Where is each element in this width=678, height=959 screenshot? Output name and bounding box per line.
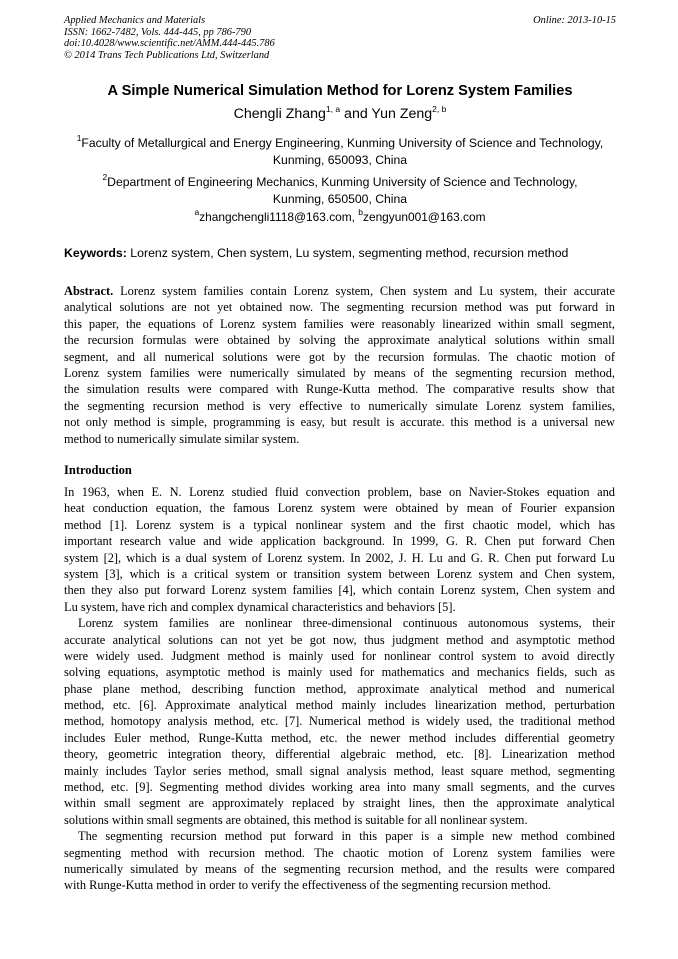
body-line: theory, geometric integration theory, differential algebraic method, etc. [8]. Linearization method [64,747,615,762]
abstract-line: this paper, the equations of Lorenz system families were reasonably linearized within small segment, [64,316,615,331]
abstract-label: Abstract. [64,284,114,298]
email-address[interactable]: zhangchengli1118@163.com [199,210,352,224]
body-line: segmenting method with recursion method. The chaotic motion of Lorenz system families were [64,845,615,860]
affiliation-mark: 2 [102,172,108,182]
abstract-line: the segmenting recursion method is very effective to numerically simulate Lorenz system families, [64,398,615,413]
affiliation-2 [64,174,616,207]
body-line: method, homotopy analysis method, etc. [7]. Numerical method is widely used, the traditional method [64,714,615,729]
author-list [64,104,616,124]
body-line: Lu system, have rich and complex dynamical characteristics and behaviors [5]. [64,599,456,614]
abstract-line: analytical solutions are not yet obtained now. The segmenting recursion method was put forward in [64,300,615,315]
body-line: Lorenz system families are nonlinear three-dimensional continuous autonomous systems, their [78,616,615,631]
abstract-line: method to numerically simulate similar system. [64,431,300,446]
body-line: were widely used. Judgment method is mainly used for nonlinear control system to avoid directly [64,648,615,663]
keywords-text: Lorenz system, Chen system, Lu system, segmenting method, recursion method [126,246,569,260]
affiliation-1 [64,135,616,168]
body-line: accurate analytical solutions can not yet be got now, thus judgment method and asymptotic method [64,632,615,647]
body-line: with Runge-Kutta method in order to verify the effectiveness of the segmenting recursion method. [64,878,552,893]
keywords-label: Keywords: [64,246,127,260]
abstract-line: not only method is simple, programming is easy, but result is accurate. this method is a universal new [64,415,615,430]
body-line: important research value and wide application background. In 1999, G. R. Chen put forward Chen [64,534,615,549]
introduction-body [64,484,615,894]
body-line: then they also put forward Lorenz system families [4], which contain Lorenz system, Chen system and [64,583,615,598]
affiliation-mark: 1 [76,133,82,143]
online-date: Online: 2013-10-15 [533,15,616,26]
paper-title: A Simple Numerical Simulation Method for Lorenz System Families [107,83,573,99]
affiliation-line: Department of Engineering Mechanics, Kunming University of Science and Technology, [107,175,578,189]
body-line: method, etc. [9]. Segmenting method divides working area into many small segments, and the curves [64,780,615,795]
body-line: phase plane method, describing function method, approximate analytical method and numerical [64,681,615,696]
author-connector: and [340,106,372,122]
body-line: The segmenting recursion method put forward in this paper is a simple new method combined [78,829,615,844]
abstract-line: the simulation results were compared with Runge-Kutta method. The comparative results show that [64,382,615,397]
author-name: Yun Zeng [371,106,433,122]
body-line: solving equations, asymptotic method is mainly used for mathematics and mechanics fields, such as [64,665,615,680]
email-address[interactable]: zengyun001@163.com [363,210,486,224]
body-line: system [2], which is a dual system of Lorenz system. In 2002, J. H. Lu and G. R. Chen put forward Lu [64,550,615,565]
body-line: within small segment are approximately replaced by straight lines, then the approximate analytical [64,796,615,811]
abstract [64,283,615,447]
author-emails [64,209,616,225]
abstract-line: the recursion formulas were obtained by solving the approximate analytical solutions within small [64,333,615,348]
body-line: includes Euler method, Runge-Kutta method, etc. the newer method includes differential geometry [64,730,615,745]
affiliation-line: Kunming, 650500, China [272,191,408,206]
body-line: method [1]. Lorenz system is a typical nonlinear system and the first chaotic model, which has [64,517,615,532]
body-line: In 1963, when E. N. Lorenz studied fluid convection problem, base on Navier-Stokes equation and [64,485,615,499]
author-affiliation-mark: 1, a [325,104,341,114]
body-line: heat conduction equation, the famous Lorenz system were obtained by mean of Fourier expansion [64,501,615,516]
body-line: method, etc. [6]. Approximate analytical method mainly includes linearization method, perturbation [64,698,615,713]
email-separator: , [351,210,359,224]
author-name: Chengli Zhang [233,106,326,122]
keywords [64,245,616,261]
email-mark: b [358,207,364,217]
body-line: mainly includes Taylor series method, small signal analysis method, least square method, segmenting [64,763,615,778]
author-affiliation-mark: 2, b [432,104,447,114]
affiliation-line: Kunming, 650093, China [272,152,408,167]
body-line: solutions within small segments are obtained, this method is suitable for all nonlinear system. [64,812,528,827]
journal-name: Applied Mechanics and Materials [64,15,206,26]
email-mark: a [194,207,200,217]
abstract-line: segment, and all numerical solutions were got by the recursion formulas. The chaotic motion of [64,349,615,364]
body-line: numerically simulated by means of the segmenting recursion method, and the results were compared [64,861,615,876]
issn-line: ISSN: 1662-7482, Vols. 444-445, pp 786-790 [64,26,252,38]
body-line: system [3], which is a critical system or transition system between Lorenz system and Chen system, [64,566,615,581]
affiliation-line: Faculty of Metallurgical and Energy Engineering, Kunming University of Science and Technology, [81,136,604,150]
copyright-line: © 2014 Trans Tech Publications Ltd, Switzerland [64,49,270,61]
journal-header [64,15,616,61]
abstract-line: Lorenz system families contain Lorenz system, Chen system and Lu system, their accurate [113,284,615,298]
section-heading-introduction: Introduction [64,463,132,477]
doi-line: doi:10.4028/www.scientific.net/AMM.444-445.786 [64,38,275,50]
abstract-line: Lorenz system families were numerically simulated by means of the segmenting recursion method, [64,365,615,380]
